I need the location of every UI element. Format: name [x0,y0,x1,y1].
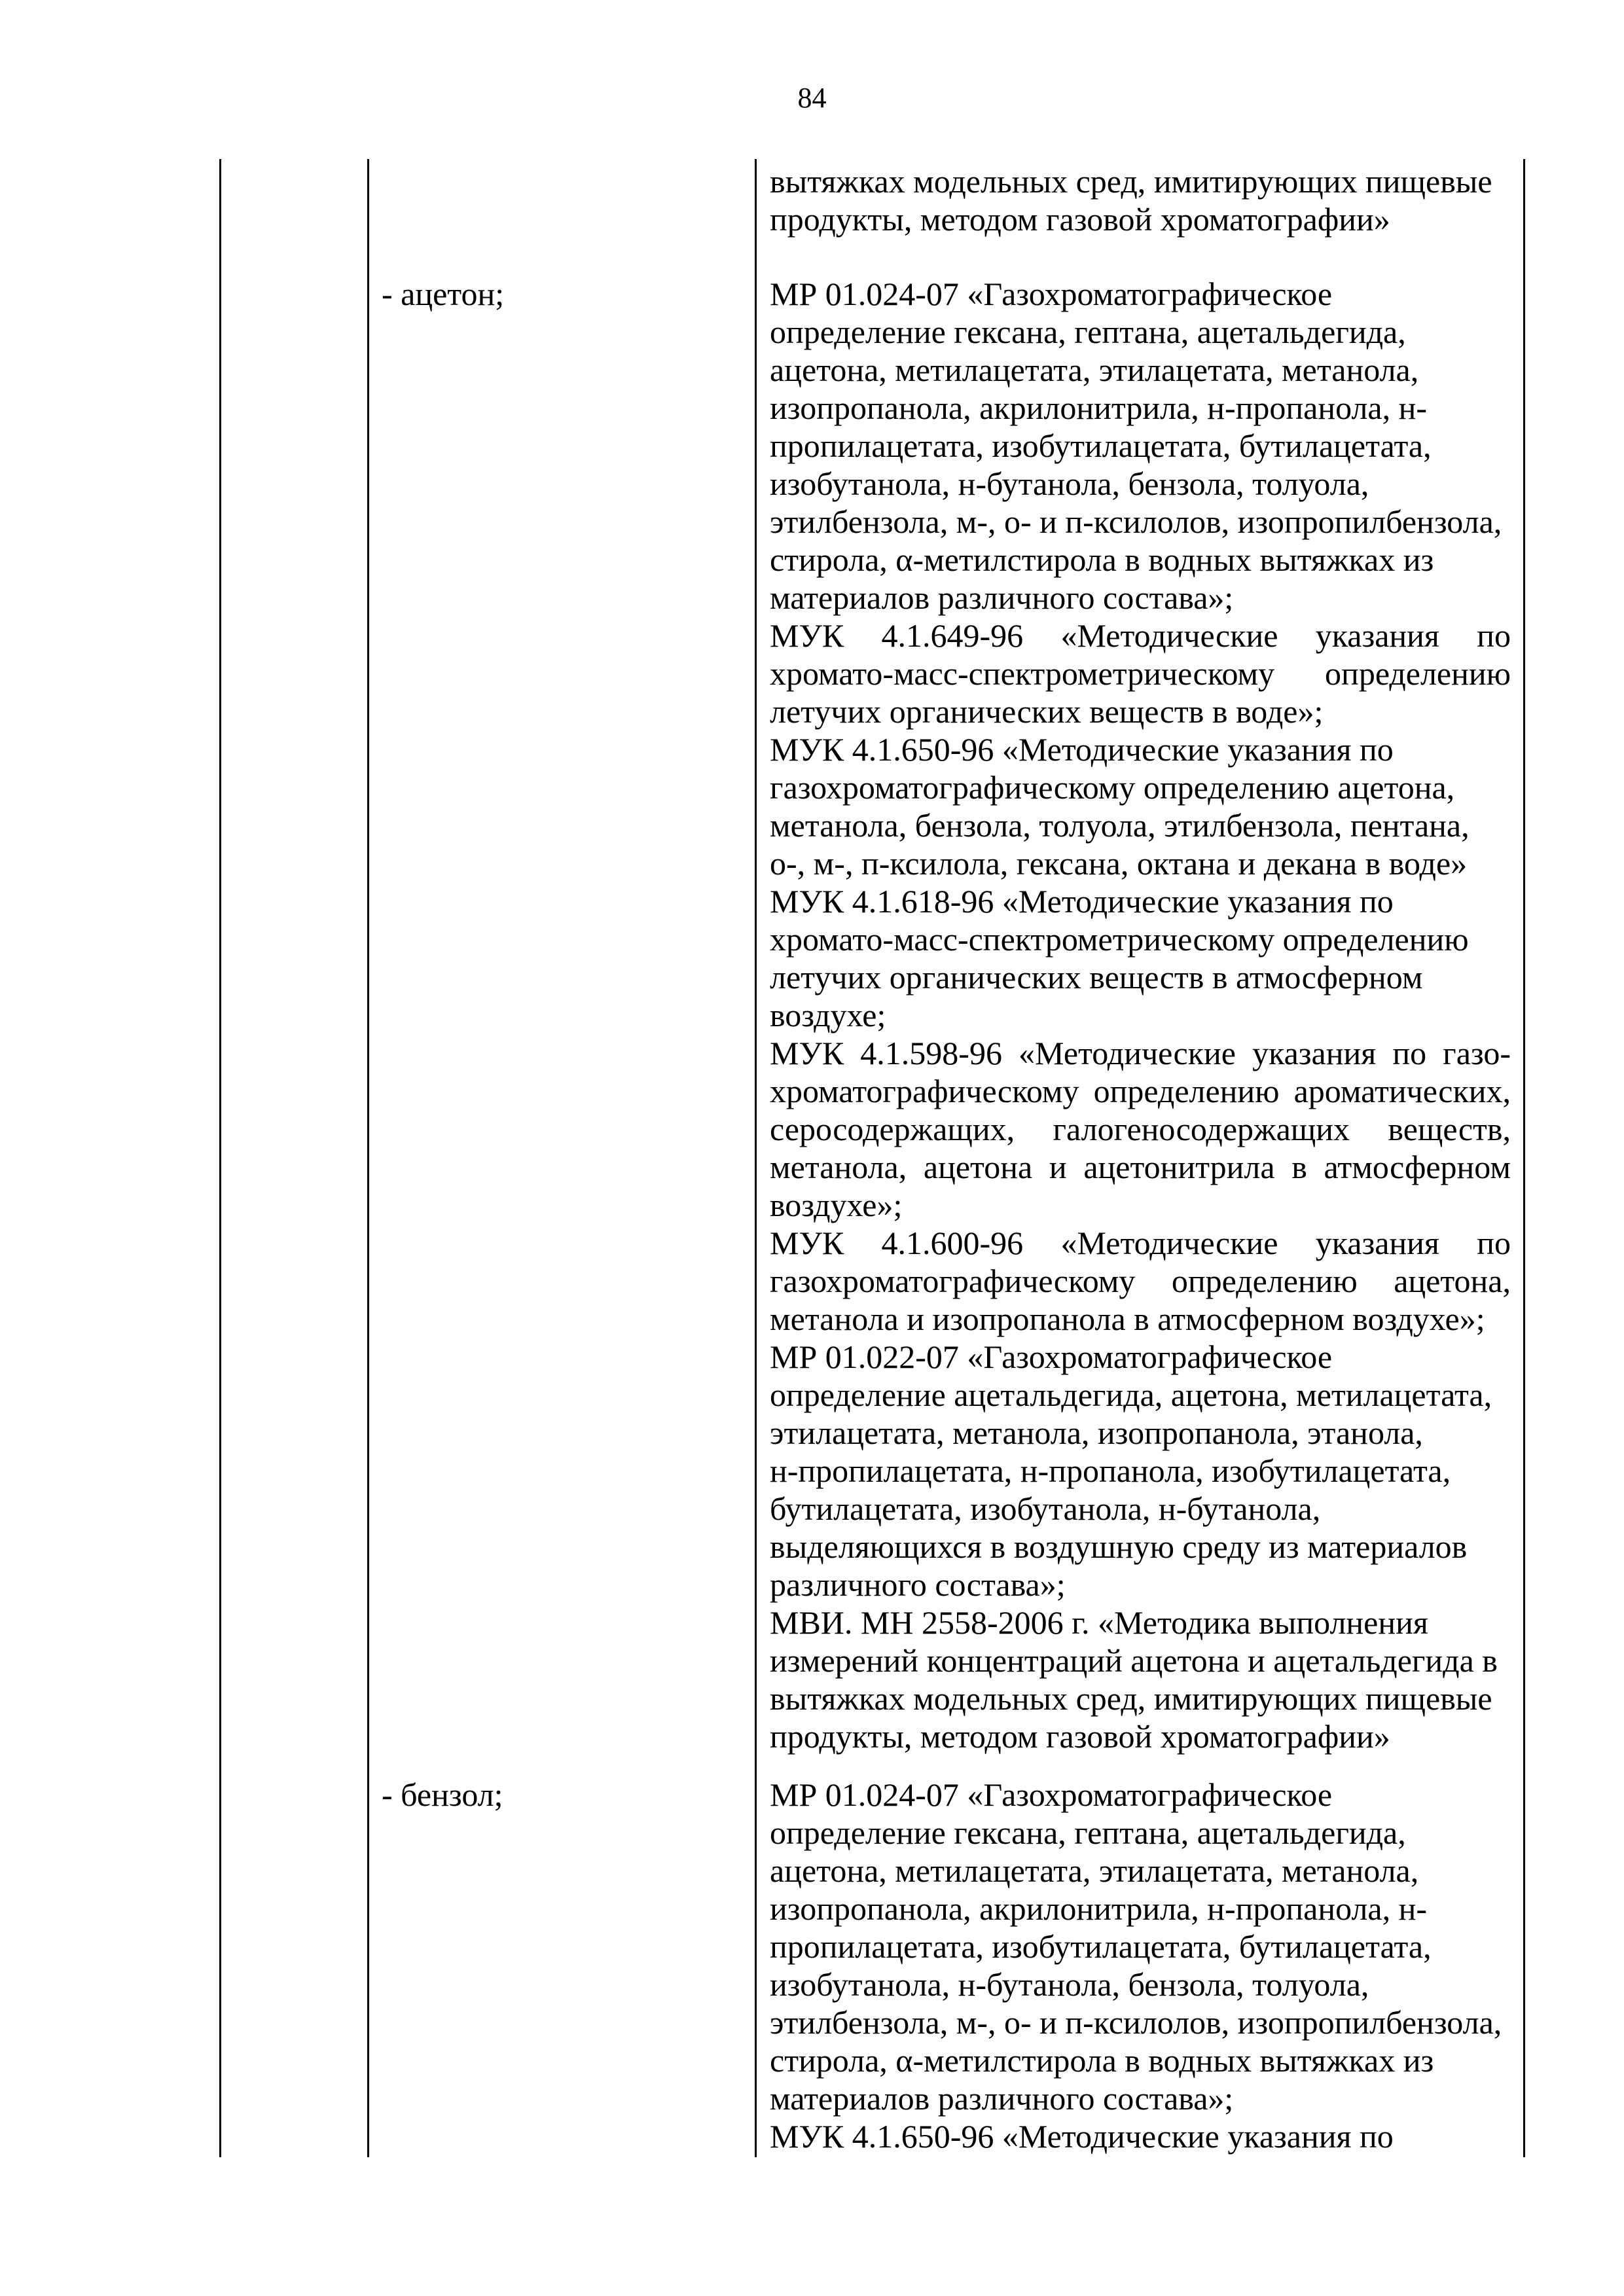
method-line: газохроматографическому определению ацетона, [770,1263,1511,1299]
method-line: определение гексана, гептана, ацетальдегида, [770,1814,1406,1851]
method-line: определение ацетальдегида, ацетона, метилацетата, [770,1376,1492,1413]
method-line: бутилацетата, изобутанола, н-бутанола, [770,1490,1321,1527]
method-line: хромато-масс-спектрометрическому определению [770,921,1469,958]
benzene-methods [770,1776,1511,2155]
method-line: метанола и изопропанола в атмосферном воздухе»; [770,1300,1485,1337]
method-line: материалов различного состава»; [770,2080,1234,2117]
method-line: хроматографическому определению ароматических, [770,1073,1511,1109]
table-border-left [219,159,221,2157]
method-line: МР 01.022-07 «Газохроматографическое [770,1338,1333,1375]
method-line: метанола, ацетона и ацетонитрила в атмосферном [770,1149,1511,1185]
page-number: 84 [797,82,827,114]
method-line: газохроматографическому определению ацетона, [770,769,1455,806]
method-entry-muk-4-1-650-96 [770,730,1511,882]
method-line: МУК 4.1.600-96 «Методические указания по [770,1225,1511,1261]
method-line: продукты, методом газовой хроматографии» [770,201,1390,238]
acetone-methods [770,275,1511,1755]
method-entry-muk-4-1-598-96 [770,1034,1511,1224]
method-line: МР 01.024-07 «Газохроматографическое [770,1776,1333,1813]
method-line: различного состава»; [770,1566,1066,1603]
method-entry-mr-01-024-07 [770,1776,1511,2117]
method-line: серосодержащих, галогеносодержащих веществ, [770,1111,1511,1147]
method-line: МУК 4.1.618-96 «Методические указания по [770,883,1394,920]
method-entry-muk-4-1-650-96 [770,2117,1511,2155]
method-line: н-пропилацетата, н-пропанола, изобутилацетата, [770,1452,1451,1489]
method-line: пропилацетата, изобутилацетата, бутилацетата, [770,1928,1432,1965]
method-line: вытяжках модельных сред, имитирующих пищевые [770,1680,1492,1717]
method-line: МР 01.024-07 «Газохроматографическое [770,276,1333,312]
method-line: изопропанола, акрилонитрила, н-пропанола, н- [770,1890,1428,1927]
method-line: выделяющихся в воздушную среду из материалов [770,1528,1468,1565]
method-line: изобутанола, н-бутанола, бензола, толуола, [770,465,1369,502]
method-line: ацетона, метилацетата, этилацетата, метанола, [770,351,1419,388]
method-line: воздухе; [770,997,886,1033]
method-line: измерений концентраций ацетона и ацетальдегида в [770,1642,1498,1679]
substance-acetone: - ацетон; [382,276,505,312]
method-line: вытяжках модельных сред, имитирующих пищевые [770,163,1492,200]
method-line: стирола, α-метилстирола в водных вытяжках из [770,541,1434,578]
method-line: ацетона, метилацетата, этилацетата, метанола, [770,1852,1419,1889]
method-line: пропилацетата, изобутилацетата, бутилацетата, [770,427,1432,464]
method-entry-mr-01-024-07 [770,275,1511,617]
method-line: МУК 4.1.650-96 «Методические указания по [770,731,1394,768]
method-line: МУК 4.1.650-96 «Методические указания по [770,2118,1394,2155]
method-entry-mvi-mn-2558-2006 [770,1604,1511,1755]
method-line: определение гексана, гептана, ацетальдегида, [770,314,1406,350]
method-entry-muk-4-1-618-96 [770,882,1511,1034]
method-line: изопропанола, акрилонитрила, н-пропанола, н- [770,389,1428,426]
method-line: изобутанола, н-бутанола, бензола, толуола, [770,1966,1369,2003]
method-line: МУК 4.1.649-96 «Методические указания по [770,617,1511,654]
substance-benzene: - бензол; [382,1776,503,1813]
method-line: этилацетата, метанола, изопропанола, этанола, [770,1414,1423,1451]
method-entry-mr-01-022-07 [770,1338,1511,1604]
method-line: о-, м-, п-ксилола, гексана, октана и декана в воде» [770,845,1468,882]
table-divider-2 [755,159,757,2157]
table-divider-1 [367,159,369,2157]
method-line: воздухе»; [770,1187,903,1223]
method-continuation [770,162,1511,238]
method-line: этилбензола, м-, о- и п-ксилолов, изопропилбензола, [770,503,1502,540]
method-line: продукты, методом газовой хроматографии» [770,1718,1390,1755]
method-line: этилбензола, м-, о- и п-ксилолов, изопропилбензола, [770,2004,1502,2041]
table-border-right [1523,159,1525,2157]
method-line: материалов различного состава»; [770,579,1234,616]
method-line: хромато-масс-спектрометрическому определению [770,655,1511,692]
method-entry-muk-4-1-649-96 [770,617,1511,730]
method-line: стирола, α-метилстирола в водных вытяжках из [770,2042,1434,2079]
method-line: МВИ. МН 2558-2006 г. «Методика выполнения [770,1604,1428,1641]
method-entry-muk-4-1-600-96 [770,1224,1511,1338]
method-line: летучих органических веществ в воде»; [770,693,1324,730]
method-line: летучих органических веществ в атмосферном [770,959,1423,996]
method-line: МУК 4.1.598-96 «Методические указания по газо- [770,1035,1511,1071]
method-line: метанола, бензола, толуола, этилбензола, пентана, [770,807,1470,844]
